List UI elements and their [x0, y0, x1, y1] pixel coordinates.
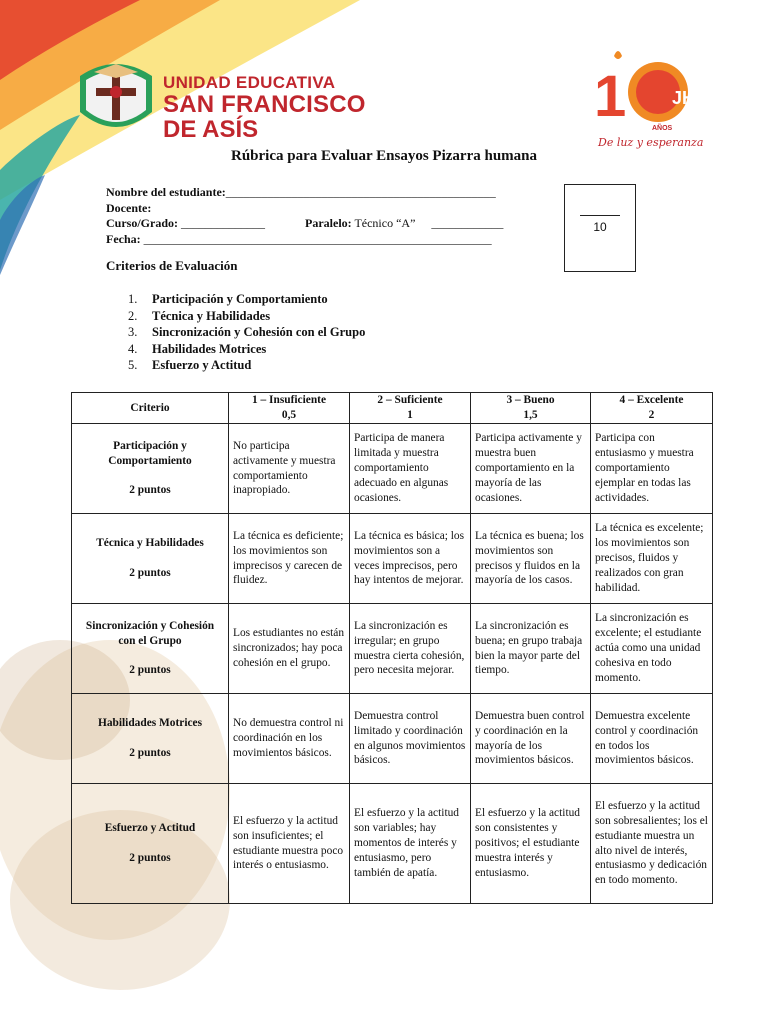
criteria-list-item [128, 308, 365, 325]
criterion-name: Técnica y Habilidades [96, 537, 204, 550]
date-line[interactable]: __________________________________________________________ [143, 231, 492, 246]
criteria-list-number: 3. [128, 325, 138, 340]
date-label: Fecha: [106, 231, 141, 246]
school-name-line3: DE ASÍS [163, 116, 259, 143]
table-row [72, 694, 713, 784]
criterion-cell [72, 604, 229, 694]
level-cell: Los estudiantes no están sincronizados; hay poca cohesión en el grupo. [229, 604, 350, 694]
level-cell: La sincronización es excelente; el estudiante actúa como una unidad cohesiva en todo momento. [591, 604, 713, 694]
criterion-points: 2 puntos [129, 852, 171, 864]
level-cell: El esfuerzo y la actitud son insuficientes; el estudiante muestra poco interés o entusiasmo. [229, 784, 350, 904]
header-level-2 [350, 393, 471, 424]
student-info-block [106, 185, 503, 247]
rubric-header-row [72, 393, 713, 424]
level-cell: Demuestra control limitado y coordinación en algunos movimientos básicos. [350, 694, 471, 784]
criterion-name: Esfuerzo y Actitud [104, 822, 196, 835]
level-cell: Participa con entusiasmo y muestra comportamiento ejemplar en todas las actividades. [591, 424, 713, 514]
header-level-4 [591, 393, 713, 424]
header-label: 2 – Suficiente [377, 394, 443, 407]
header-label: 4 – Excelente [619, 394, 684, 407]
level-cell: Participa activamente y muestra buen comportamiento en la mayoría de las ocasiones. [471, 424, 591, 514]
school-name-line2: SAN FRANCISCO [163, 91, 366, 118]
level-cell: Demuestra excelente control y coordinación en todos los movimientos básicos. [591, 694, 713, 784]
score-box[interactable] [564, 184, 636, 272]
header-label: 1 – Insuficiente [251, 394, 327, 407]
date-row [106, 232, 503, 248]
criterion-name: Habilidades Motrices [97, 717, 203, 730]
student-name-label: Nombre del estudiante: [106, 185, 226, 199]
criteria-list-text: Participación y Comportamiento [152, 292, 328, 306]
criteria-list-number: 1. [128, 292, 138, 306]
header-label: 3 – Bueno [506, 394, 555, 407]
level-cell: La sincronización es buena; en grupo trabaja bien la mayor parte del tiempo. [471, 604, 591, 694]
criteria-list-text: Esfuerzo y Actitud [152, 358, 252, 373]
table-row [72, 784, 713, 904]
criterion-points: 2 puntos [129, 747, 171, 759]
level-cell: No demuestra control ni coordinación en los movimientos básicos. [229, 694, 350, 784]
student-name-line[interactable]: _____________________________________________ [225, 185, 496, 199]
svg-text:JHS: JHS [672, 88, 708, 108]
header-level-1 [229, 393, 350, 424]
score-total: 10 [593, 220, 607, 234]
level-cell: La sincronización es irregular; en grupo muestra cierta cohesión, pero necesita mejorar. [350, 604, 471, 694]
level-cell: La técnica es excelente; los movimientos son precisos, fluidos y realizados con gran habilidad. [591, 514, 713, 604]
criteria-heading: Criterios de Evaluación [106, 258, 238, 273]
level-cell: La técnica es deficiente; los movimientos son imprecisos y carecen de fluidez. [229, 514, 350, 604]
criteria-list-text: Habilidades Motrices [152, 341, 267, 356]
student-name-row [106, 185, 503, 201]
svg-text:1: 1 [594, 64, 627, 129]
criterion-name: Participación y Comportamiento [108, 439, 192, 467]
header-score: 1,5 [523, 409, 538, 421]
criteria-list-text: Sincronización y Cohesión con el Grupo [152, 325, 366, 340]
criteria-list-item [128, 291, 365, 308]
level-cell: Demuestra buen control y coordinación en la mayoría de los movimientos básicos. [471, 694, 591, 784]
criteria-list-number: 5. [128, 358, 138, 373]
criteria-list-item [128, 341, 365, 358]
level-cell: La técnica es básica; los movimientos son a veces imprecisos, pero hay intentos de mejorar. [350, 514, 471, 604]
section-value: Técnico “A” [354, 216, 416, 230]
table-row [72, 604, 713, 694]
section-label: Paralelo: [305, 216, 352, 230]
level-cell: El esfuerzo y la actitud son sobresalientes; los el estudiante muestra un alto nivel de interés, entusiasmo y dedicación en todo momento. [591, 784, 713, 904]
school-name [163, 74, 366, 142]
criteria-list-item [128, 357, 365, 374]
criteria-list-text: Técnica y Habilidades [152, 308, 271, 323]
criterion-name: Sincronización y Cohesión con el Grupo [85, 619, 215, 647]
criterion-cell [72, 784, 229, 904]
svg-text:AÑOS: AÑOS [652, 125, 673, 132]
grade-row [106, 216, 503, 232]
header-criterion [72, 393, 229, 424]
criterion-points: 2 puntos [129, 664, 171, 677]
section-line[interactable]: ____________ [431, 216, 504, 230]
header-level-3 [471, 393, 591, 424]
criterion-cell [72, 694, 229, 784]
level-cell: No participa activamente y muestra comportamiento inapropiado. [229, 424, 350, 514]
header-score: 2 [648, 409, 655, 421]
score-fill-line [580, 215, 620, 216]
grade-line[interactable]: ______________ [181, 216, 265, 230]
level-cell: El esfuerzo y la actitud son variables; hay momentos de interés y entusiasmo, pero también de apatía. [350, 784, 471, 904]
table-row [72, 424, 713, 514]
criterion-points: 2 puntos [129, 484, 171, 497]
school-name-line1: UNIDAD EDUCATIVA [163, 73, 336, 92]
header-score: 0,5 [281, 409, 297, 421]
svg-text:De luz y esperanza: De luz y esperanza [598, 136, 704, 149]
teacher-row [106, 201, 503, 217]
document-title: Rúbrica para Evaluar Ensayos Pizarra humana [231, 148, 537, 164]
criteria-list-item [128, 324, 365, 341]
criteria-list-number: 4. [128, 341, 138, 356]
criterion-cell [72, 514, 229, 604]
criteria-list-number: 2. [128, 308, 138, 323]
rubric-table [71, 392, 713, 904]
table-row [72, 514, 713, 604]
level-cell: El esfuerzo y la actitud son consistentes y positivos; el estudiante muestra interés y entusiasmo. [471, 784, 591, 904]
level-cell: La técnica es buena; los movimientos son precisos y fluidos en la mayoría de los casos. [471, 514, 591, 604]
criterion-points: 2 puntos [129, 567, 171, 579]
teacher-label: Docente: [106, 200, 152, 215]
criteria-list [128, 291, 365, 374]
header-label: Criterio [130, 401, 170, 414]
header-score: 1 [407, 409, 413, 421]
criterion-cell [72, 424, 229, 514]
school-crest-logo [72, 56, 160, 140]
anniversary-150-logo [592, 46, 718, 150]
grade-label: Curso/Grado: [106, 216, 178, 230]
level-cell: Participa de manera limitada y muestra comportamiento adecuado en algunas ocasiones. [350, 424, 471, 514]
